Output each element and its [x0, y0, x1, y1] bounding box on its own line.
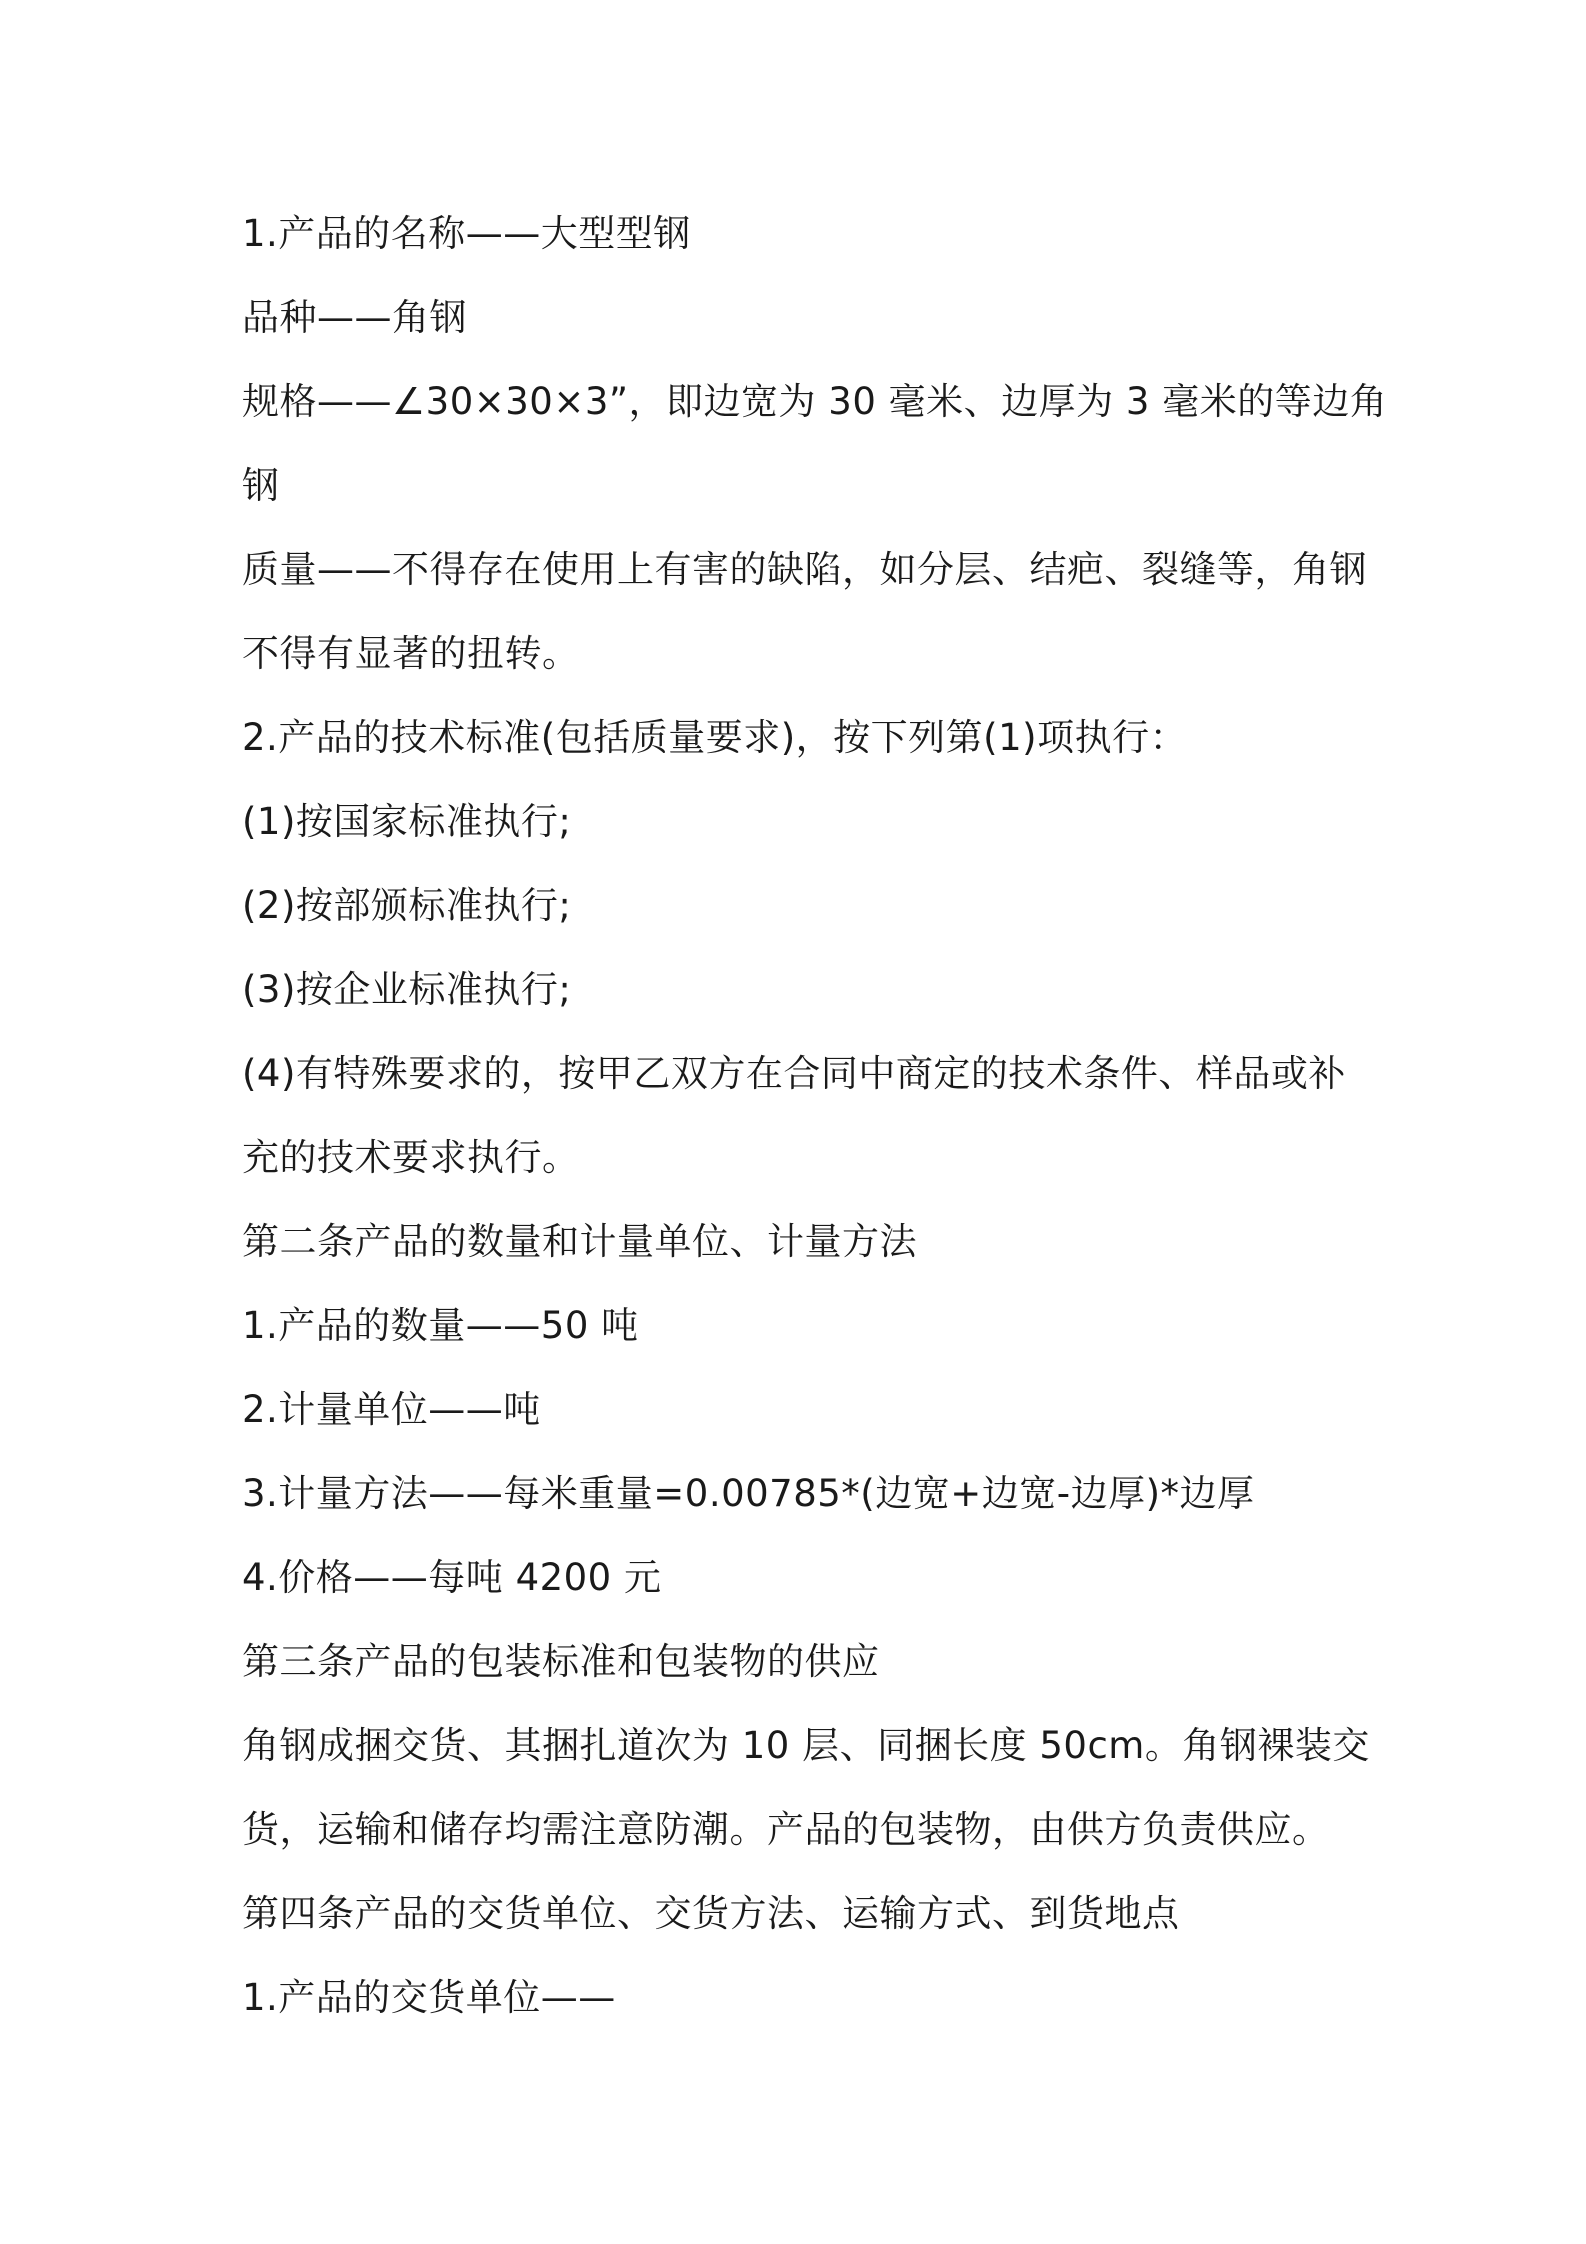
text-line: 规格——∠30×30×3”，即边宽为 30 毫米、边厚为 3 毫米的等边角 [242, 380, 1388, 423]
text-line: 质量——不得存在使用上有害的缺陷，如分层、结疤、裂缝等，角钢 [242, 548, 1367, 591]
text-line: 钢 [242, 464, 280, 507]
text-line: 1.产品的数量——50 吨 [242, 1304, 639, 1347]
text-line: 角钢成捆交货、其捆扎道次为 10 层、同捆长度 50cm。角钢裸装交 [242, 1724, 1370, 1767]
section-heading: 第二条产品的数量和计量单位、计量方法 [242, 1220, 917, 1263]
text-line: (4)有特殊要求的，按甲乙双方在合同中商定的技术条件、样品或补 [242, 1052, 1346, 1095]
text-line: (1)按国家标准执行; [242, 800, 572, 843]
section-heading: 第四条产品的交货单位、交货方法、运输方式、到货地点 [242, 1892, 1180, 1935]
text-line: 不得有显著的扭转。 [242, 632, 580, 675]
text-line: 货，运输和储存均需注意防潮。产品的包装物，由供方负责供应。 [242, 1808, 1330, 1851]
document-body [242, 192, 1388, 2040]
text-line: 品种——角钢 [242, 296, 467, 339]
text-line: 2.产品的技术标准(包括质量要求)，按下列第(1)项执行： [242, 716, 1188, 759]
text-line: (3)按企业标准执行; [242, 968, 572, 1011]
section-heading: 第三条产品的包装标准和包装物的供应 [242, 1640, 880, 1683]
text-line: 1.产品的交货单位—— [242, 1976, 616, 2019]
text-line: 2.计量单位——吨 [242, 1388, 541, 1431]
text-line: 1.产品的名称——大型型钢 [242, 212, 691, 255]
text-line: 充的技术要求执行。 [242, 1136, 580, 1179]
text-line: (2)按部颁标准执行; [242, 884, 572, 927]
text-line: 4.价格——每吨 4200 元 [242, 1556, 662, 1599]
text-line: 3.计量方法——每米重量=0.00785*(边宽+边宽-边厚)*边厚 [242, 1472, 1255, 1515]
